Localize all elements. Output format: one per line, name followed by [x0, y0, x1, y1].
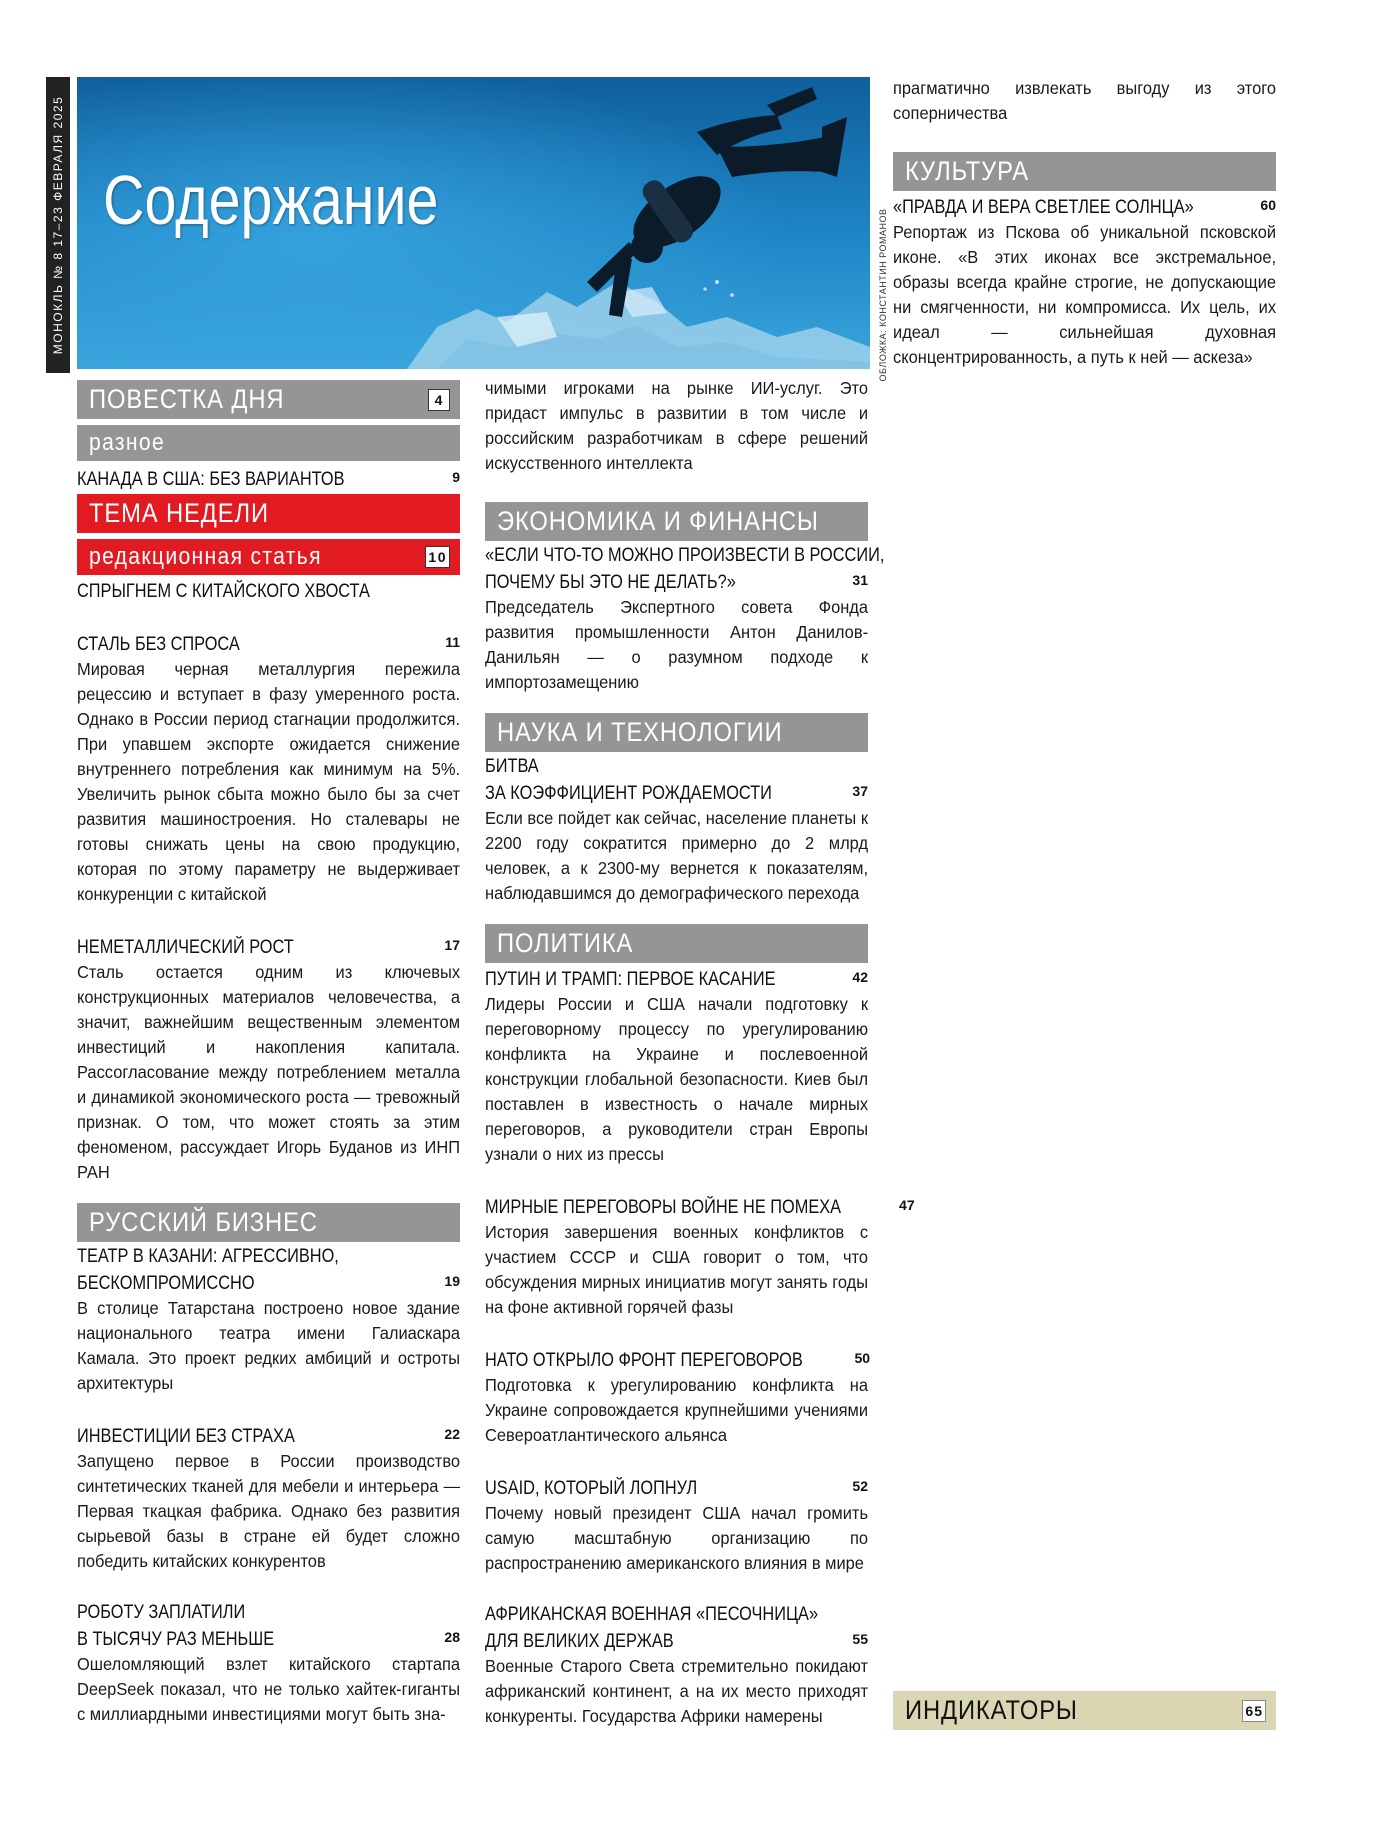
article-teatr-title[interactable]: ТЕАТР В КАЗАНИ: АГРЕССИВНО,: [77, 1246, 339, 1267]
subsection-redakcionnaya-statya[interactable]: редакционная статья 10: [77, 539, 460, 575]
indicators-block: [893, 1691, 1276, 1730]
article-afrika-title[interactable]: АФРИКАНСКАЯ ВОЕННАЯ «ПЕСОЧНИЦА»: [485, 1604, 819, 1625]
column-3: [893, 76, 1276, 370]
article-summary: История завершения военных конфликтов с участием СССР и США говорит о том, что обсуждения мирных инициатив могут занять годы на фоне активной горячей фазы: [485, 1222, 869, 1317]
article-summary: Председатель Экспертного совета Фонда развития промышленности Антон Данилов-Данильян — о разумном подходе к импортозамещению: [485, 597, 869, 692]
masthead-strip: [46, 77, 70, 373]
article-summary: Сталь остается одним из ключевых конструкционных материалов человечества, а значит, важнейшим вещественным элементом инвестиций и накопления капитала. Рассогласование между потреблением металла и динамикой экономического роста — тревожный признак. О том, что может стоять за этим феноменом, рассуждает Игорь Буданов из ИНП РАН: [77, 962, 461, 1182]
article-robotu[interactable]: В ТЫСЯЧУ РАЗ МЕНЬШЕ 28: [77, 1629, 460, 1650]
article-summary: Мировая черная металлургия пережила рецессию и вступает в фазу умеренного роста. Однако в России период стагнации продолжится. При упавшем экспорте ожидается снижение внутреннего потребления как минимум на 5%. Увеличить рынок сбыта можно было бы за счет развития машиностроения. Но сталевары не готовы снижать цены на свою продукцию, которая по этому параметру не выдерживает конкуренции с китайской: [77, 659, 461, 904]
article-nato[interactable]: НАТО ОТКРЫЛО ФРОНТ ПЕРЕГОВОРОВ 50: [485, 1350, 871, 1371]
article-mirnye-peregovory[interactable]: МИРНЫЕ ПЕРЕГОВОРЫ ВОЙНЕ НЕ ПОМЕХА 47: [485, 1197, 915, 1218]
article-summary: Лидеры России и США начали подготовку к переговорному процессу по урегулированию конфликта на Украине и послевоенной конструкции глобальной безопасности. Киев был поставлен в известность о начале мирных переговоров, а руководители стран Европы узнали о них из прессы: [485, 994, 869, 1164]
page-title: Содержание: [103, 161, 439, 239]
article-investicii[interactable]: ИНВЕСТИЦИИ БЕЗ СТРАХА 22: [77, 1426, 460, 1447]
article-nemetallicheskiy-rost[interactable]: НЕМЕТАЛЛИЧЕСКИЙ РОСТ 17: [77, 937, 460, 958]
article-bitva[interactable]: ЗА КОЭФФИЦИЕНТ РОЖДАЕМОСТИ 37: [485, 783, 868, 804]
article-summary: В столице Татарстана построено новое здание национального театра имени Галиаскара Камала. Это проект редких амбиций и остроты архитектуры: [77, 1298, 461, 1393]
section-russkiy-biznes[interactable]: РУССКИЙ БИЗНЕС: [77, 1203, 460, 1242]
article-summary: Запущено первое в России производство синтетических тканей для мебели и интерьера — Первая ткацкая фабрика. Однако без развития сырьевой базы в стране ей будет сложно победить китайских конкурентов: [77, 1451, 461, 1571]
section-tema-nedeli[interactable]: ТЕМА НЕДЕЛИ: [77, 494, 460, 533]
article-afrika[interactable]: ДЛЯ ВЕЛИКИХ ДЕРЖАВ 55: [485, 1631, 868, 1652]
section-indikatory[interactable]: ИНДИКАТОРЫ 65: [893, 1691, 1276, 1730]
page-number-box: 10: [425, 546, 450, 568]
article-putin-tramp[interactable]: ПУТИН И ТРАМП: ПЕРВОЕ КАСАНИЕ 42: [485, 969, 868, 990]
column-1: [77, 380, 460, 1727]
article-esli-title[interactable]: «ЕСЛИ ЧТО-ТО МОЖНО ПРОИЗВЕСТИ В РОССИИ,: [485, 545, 885, 566]
masthead: МОНОКЛЬ № 8 17–23 ФЕВРАЛЯ 2025: [51, 95, 65, 355]
article-teatr[interactable]: БЕСКОМПРОМИССНО 19: [77, 1273, 460, 1294]
section-nauka[interactable]: НАУКА И ТЕХНОЛОГИИ: [485, 713, 868, 752]
article-summary: Если все пойдет как сейчас, население планеты к 2200 году сократится примерно до 2 млрд человек, а к 2300-му вернется к показателям, наблюдавшимся до демографического перехода: [485, 808, 869, 903]
article-summary: Почему новый президент США начал громить самую масштабную организацию по распространению американского влияния в мире: [485, 1503, 869, 1573]
column-2: [485, 376, 915, 1729]
article-summary-continued: чимыми игроками на рынке ИИ-услуг. Это придаст импульс в развитии в том числе и российским разработчикам в сфере решений искусственного интеллекта: [485, 378, 869, 473]
page-number-box: 65: [1242, 1700, 1266, 1722]
article-summary: Репортаж из Пскова об уникальной псковской иконе. «В этих иконах все экстремальное, образы всегда крайне строгие, не допускающие ни смягченности, ни компромисса. Их цель, их идеал — сильнейшая духовная сконцентрированность, а путь к ней — аскеза»: [893, 222, 1277, 367]
article-kanada[interactable]: КАНАДА В США: БЕЗ ВАРИАНТОВ 9: [77, 469, 460, 490]
article-pravda-i-vera[interactable]: «ПРАВДА И ВЕРА СВЕТЛЕЕ СОЛНЦА» 60: [893, 197, 1276, 218]
article-summary-continued: прагматично извлекать выгоду из этого соперничества: [893, 78, 1277, 123]
article-summary: Ошеломляющий взлет китайского стартапа DeepSeek показал, что не только хайтек-гиганты с миллиардными инвестициями могут быть зна-: [77, 1654, 461, 1724]
section-povestka-dnya[interactable]: ПОВЕСТКА ДНЯ 4: [77, 380, 460, 419]
article-summary: Военные Старого Света стремительно покидают африканский континент, а на их место приходят конкуренты. Государства Африки намерены: [485, 1656, 869, 1726]
article-robotu-title[interactable]: РОБОТУ ЗАПЛАТИЛИ: [77, 1602, 246, 1623]
section-ekonomika[interactable]: ЭКОНОМИКА И ФИНАНСЫ: [485, 502, 868, 541]
article-summary: Подготовка к урегулированию конфликта на Украине сопровождается крупнейшими учениями Североатлантического альянса: [485, 1375, 869, 1445]
article-stal-bez-sprosa[interactable]: СТАЛЬ БЕЗ СПРОСА 11: [77, 634, 460, 655]
section-kultura[interactable]: КУЛЬТУРА: [893, 152, 1276, 191]
page-number-box: 4: [428, 389, 450, 411]
cover-credit: ОБЛОЖКА: КОНСТАНТИН РОМАНОВ: [878, 208, 888, 382]
article-esli[interactable]: ПОЧЕМУ БЫ ЭТО НЕ ДЕЛАТЬ?» 31: [485, 572, 868, 593]
section-politika[interactable]: ПОЛИТИКА: [485, 924, 868, 963]
subsection-raznoe[interactable]: разное: [77, 425, 460, 461]
article-usaid[interactable]: USAID, КОТОРЫЙ ЛОПНУЛ 52: [485, 1478, 868, 1499]
article-sprygnem[interactable]: СПРЫГНЕМ С КИТАЙСКОГО ХВОСТА: [77, 581, 370, 602]
article-bitva-title[interactable]: БИТВА: [485, 756, 539, 777]
